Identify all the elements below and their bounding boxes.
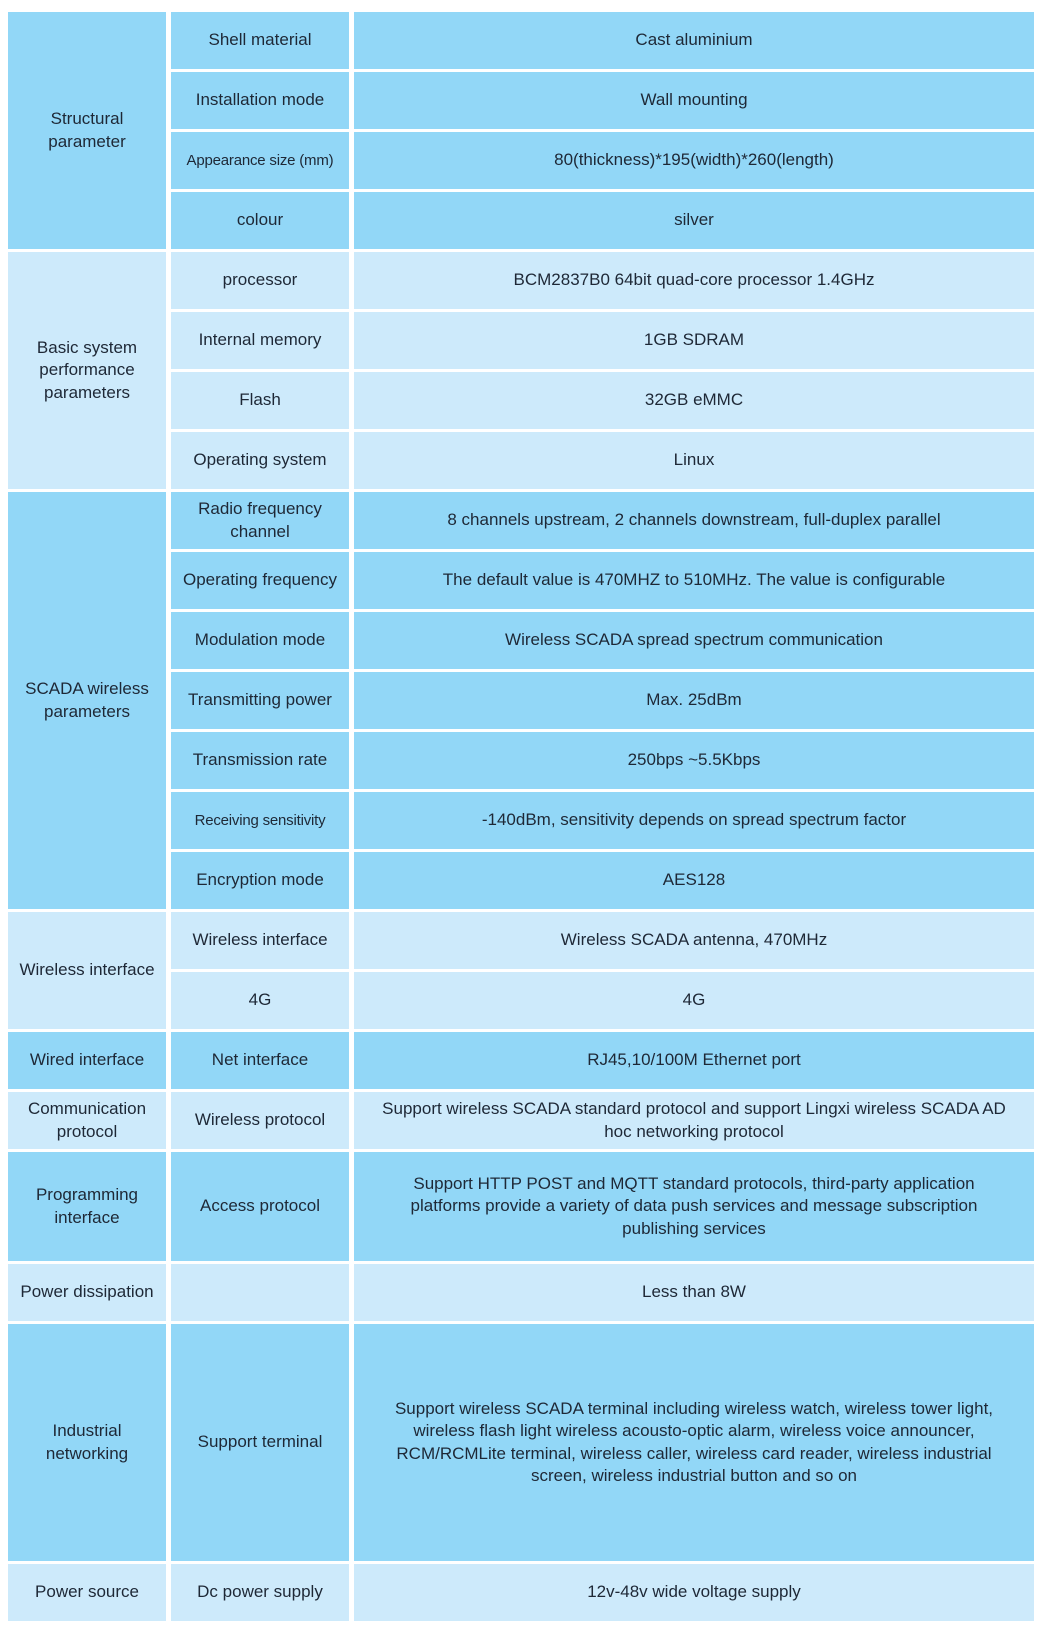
value-cell: Wireless SCADA antenna, 470MHz	[354, 912, 1034, 969]
table-row	[8, 1092, 1034, 1149]
param-cell: Wireless protocol	[171, 1092, 349, 1149]
param-cell: Shell material	[171, 12, 349, 69]
spec-table	[3, 9, 1039, 1624]
param-cell: Dc power supply	[171, 1564, 349, 1621]
value-cell: Support wireless SCADA terminal including wireless watch, wireless tower light, wireless flash light wireless acousto-optic alarm, wireless voice announcer, RCM/RCMLite terminal, wireless caller, wireless card reader, wireless industrial screen, wireless industrial button and so on	[354, 1324, 1034, 1561]
category-cell: Communication protocol	[8, 1092, 166, 1149]
param-cell: Net interface	[171, 1032, 349, 1089]
table-row	[8, 12, 1034, 69]
category-cell: Industrial networking	[8, 1324, 166, 1561]
param-cell: 4G	[171, 972, 349, 1029]
param-cell: colour	[171, 192, 349, 249]
param-cell: Flash	[171, 372, 349, 429]
param-cell: Internal memory	[171, 312, 349, 369]
value-cell: Wall mounting	[354, 72, 1034, 129]
table-row	[8, 1324, 1034, 1561]
value-cell: BCM2837B0 64bit quad-core processor 1.4GHz	[354, 252, 1034, 309]
value-cell: The default value is 470MHZ to 510MHz. The value is configurable	[354, 552, 1034, 609]
category-cell: Structural parameter	[8, 12, 166, 249]
table-row	[8, 1032, 1034, 1089]
table-row	[8, 1564, 1034, 1621]
value-cell: AES128	[354, 852, 1034, 909]
category-cell: Programming interface	[8, 1152, 166, 1261]
value-cell: 250bps ~5.5Kbps	[354, 732, 1034, 789]
value-cell: Less than 8W	[354, 1264, 1034, 1321]
value-cell: 80(thickness)*195(width)*260(length)	[354, 132, 1034, 189]
value-cell: Cast aluminium	[354, 12, 1034, 69]
value-cell: Support wireless SCADA standard protocol and support Lingxi wireless SCADA AD hoc networking protocol	[354, 1092, 1034, 1149]
table-row	[8, 252, 1034, 309]
param-cell: Access protocol	[171, 1152, 349, 1261]
value-cell: RJ45,10/100M Ethernet port	[354, 1032, 1034, 1089]
value-cell: 1GB SDRAM	[354, 312, 1034, 369]
param-cell: Appearance size (mm)	[171, 132, 349, 189]
table-row	[8, 492, 1034, 549]
param-cell: Installation mode	[171, 72, 349, 129]
category-cell: Wired interface	[8, 1032, 166, 1089]
value-cell: -140dBm, sensitivity depends on spread spectrum factor	[354, 792, 1034, 849]
value-cell: Wireless SCADA spread spectrum communication	[354, 612, 1034, 669]
table-row	[8, 1152, 1034, 1261]
param-cell: Wireless interface	[171, 912, 349, 969]
param-cell: Transmission rate	[171, 732, 349, 789]
param-cell: Operating frequency	[171, 552, 349, 609]
param-cell: Receiving sensitivity	[171, 792, 349, 849]
value-cell: 32GB eMMC	[354, 372, 1034, 429]
category-cell: SCADA wireless parameters	[8, 492, 166, 909]
table-row	[8, 912, 1034, 969]
value-cell: 12v-48v wide voltage supply	[354, 1564, 1034, 1621]
param-cell: Transmitting power	[171, 672, 349, 729]
param-cell: processor	[171, 252, 349, 309]
param-cell: Modulation mode	[171, 612, 349, 669]
value-cell: silver	[354, 192, 1034, 249]
category-cell: Basic system performance parameters	[8, 252, 166, 489]
param-cell: Radio frequency channel	[171, 492, 349, 549]
category-cell: Wireless interface	[8, 912, 166, 1029]
table-row	[8, 1264, 1034, 1321]
category-cell: Power source	[8, 1564, 166, 1621]
value-cell: Max. 25dBm	[354, 672, 1034, 729]
value-cell: Support HTTP POST and MQTT standard protocols, third-party application platforms provide a variety of data push services and message subscription publishing services	[354, 1152, 1034, 1261]
param-cell: Support terminal	[171, 1324, 349, 1561]
category-cell: Power dissipation	[8, 1264, 166, 1321]
value-cell: 4G	[354, 972, 1034, 1029]
value-cell: 8 channels upstream, 2 channels downstream, full-duplex parallel	[354, 492, 1034, 549]
param-cell: Encryption mode	[171, 852, 349, 909]
value-cell: Linux	[354, 432, 1034, 489]
param-cell	[171, 1264, 349, 1321]
param-cell: Operating system	[171, 432, 349, 489]
